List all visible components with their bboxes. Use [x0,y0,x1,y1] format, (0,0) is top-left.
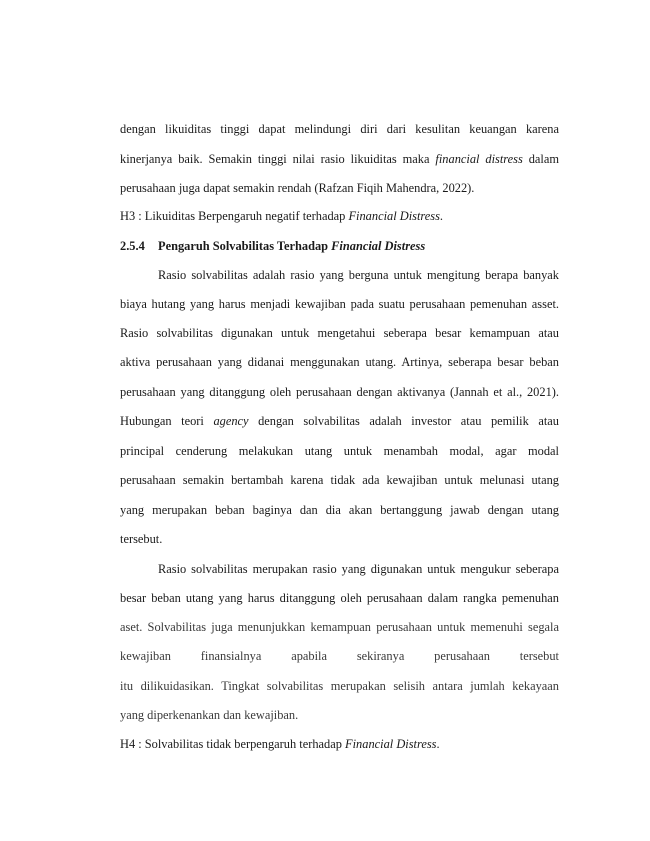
text-run: kinerjanya baik. Semakin tinggi nilai rasio likuiditas maka [120,152,436,166]
paragraph-2-line-9: yang merupakan beban baginya dan dia akan bertanggung jawab dengan utang [120,503,559,517]
paragraph-3-line-1: Rasio solvabilitas merupakan rasio yang digunakan untuk mengukur seberapa [158,562,559,576]
paragraph-2-line-4: aktiva perusahaan yang didanai menggunakan utang. Artinya, seberapa besar beban [120,355,559,369]
paragraph-1-line-2 [120,151,559,167]
paragraph-2-line-8: perusahaan semakin bertambah karena tidak ada kewajiban untuk melunasi utang [120,473,559,487]
emphasis-text: agency [213,414,249,428]
text-run: . [436,737,440,751]
text-run: Hubungan teori [120,414,214,428]
paragraph-3-line-3: aset. Solvabilitas juga menunjukkan kemampuan perusahaan untuk memenuhi segala [120,620,559,634]
emphasis-text: Financial Distress [348,209,440,223]
paragraph-3-line-5: itu dilikuidasikan. Tingkat solvabilitas merupakan selisih antara jumlah kekayaan [120,679,559,693]
paragraph-3-line-6: yang diperkenankan dan kewajiban. [120,708,299,722]
section-heading [120,238,559,254]
text-run: H4 : Solvabilitas tidak berpengaruh terhadap [120,737,346,751]
text-run: dalam [522,152,559,166]
section-number: 2.5.4 [120,239,145,253]
paragraph-3-line-2: besar beban utang yang harus ditanggung oleh perusahaan dalam rangka pemenuhan [120,591,559,605]
paragraph-3-line-4: kewajiban finansialnya apabila sekiranya perusahaan tersebut [120,649,559,663]
paragraph-2-line-7: principal cenderung melakukan utang untuk menambah modal, agar modal [120,444,559,458]
emphasis-text: financial distress [435,152,523,166]
emphasis-text: Financial Distress [345,737,437,751]
paragraph-2-line-5: perusahaan yang ditanggung oleh perusahaan dengan aktivanya (Jannah et al., 2021). [120,385,559,399]
text-run: H3 : Likuiditas Berpengaruh negatif terhadap [120,209,349,223]
paragraph-1-line-3: perusahaan juga dapat semakin rendah (Rafzan Fiqih Mahendra, 2022). [120,181,475,195]
paragraph-2-line-1: Rasio solvabilitas adalah rasio yang berguna untuk mengitung berapa banyak [158,268,559,282]
paragraph-2-line-2: biaya hutang yang harus menjadi kewajiban pada suatu perusahaan pemenuhan asset. [120,297,559,311]
paragraph-1-line-1: dengan likuiditas tinggi dapat melindungi diri dari kesulitan keuangan karena [120,122,559,136]
section-title-emphasis: Financial Distress [331,239,426,253]
paragraph-2-line-10: tersebut. [120,532,163,546]
paragraph-2-line-6 [120,413,559,429]
paragraph-2-line-3: Rasio solvabilitas digunakan untuk mengetahui seberapa besar kemampuan atau [120,326,559,340]
hypothesis-4 [120,736,559,752]
hypothesis-3 [120,208,559,224]
section-title: Pengaruh Solvabilitas Terhadap [158,239,332,253]
text-run: . [439,209,444,223]
text-run: dengan solvabilitas adalah investor atau pemilik atau [248,414,559,428]
